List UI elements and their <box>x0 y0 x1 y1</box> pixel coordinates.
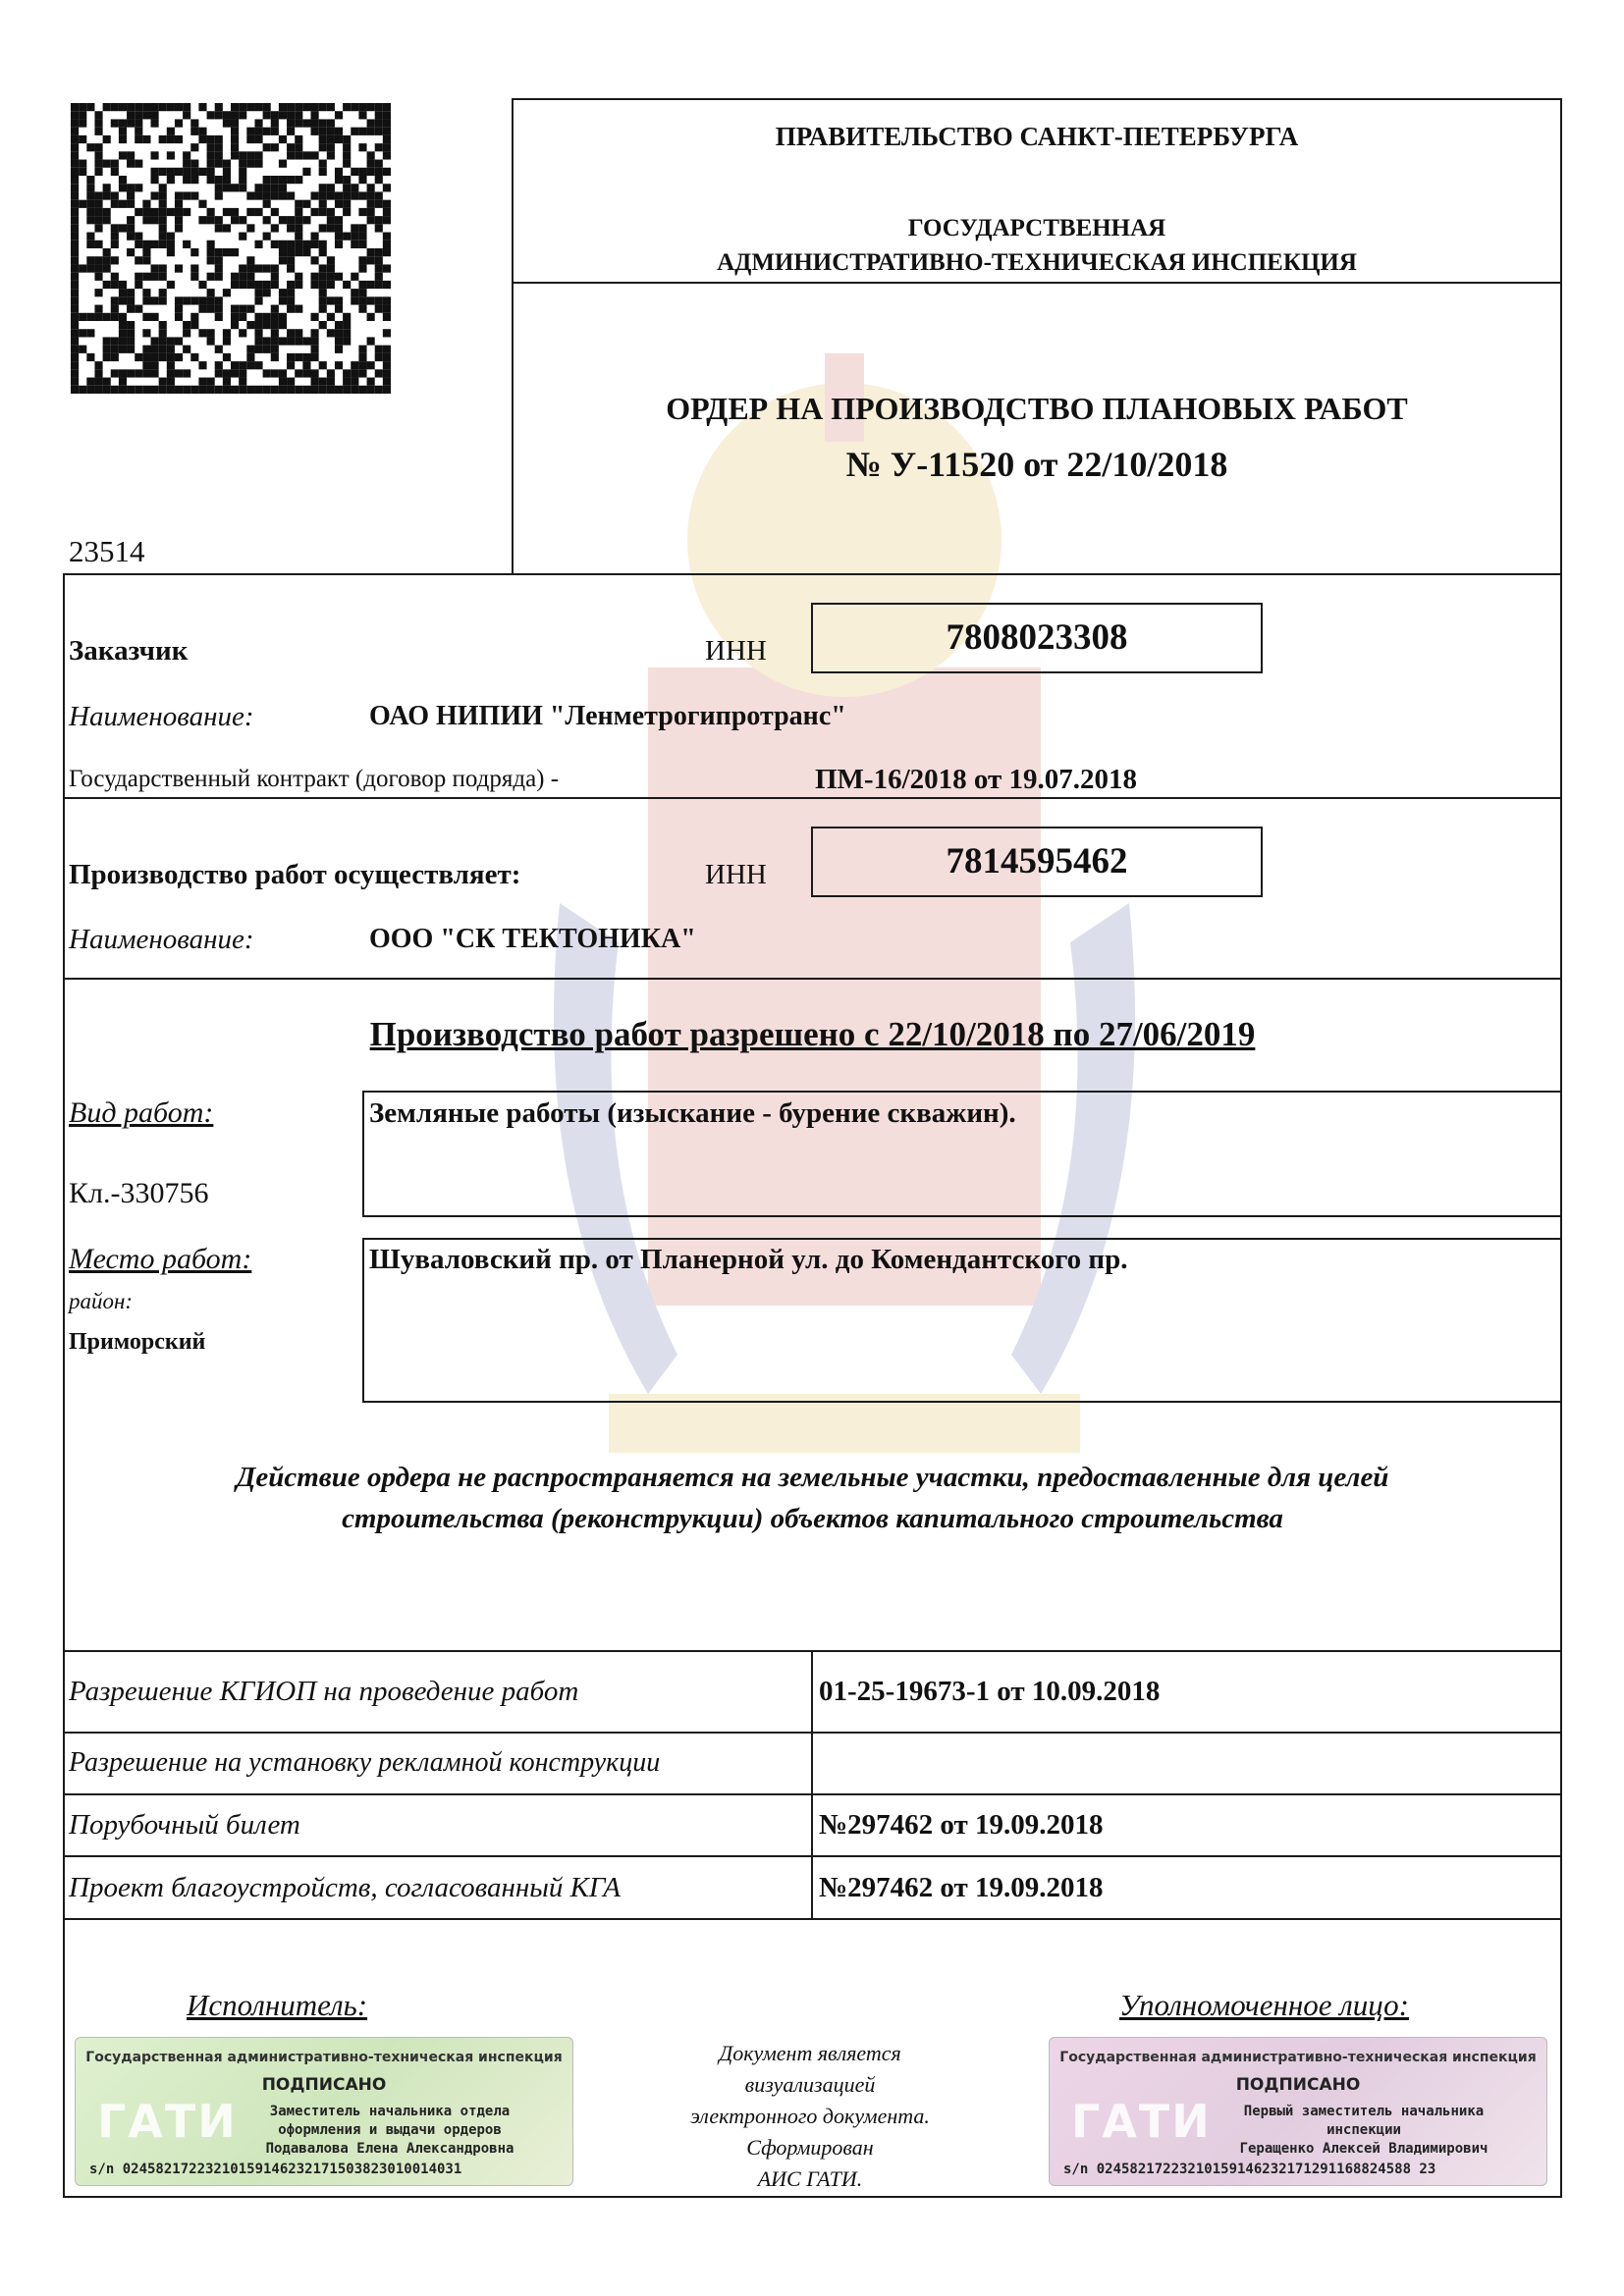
contract-label: Государственный контракт (договор подряда) - <box>69 766 560 792</box>
work-place-label: Место работ: <box>69 1243 252 1275</box>
qr-code <box>71 103 391 394</box>
permit-value: №297462 от 19.09.2018 <box>819 1872 1104 1903</box>
stamp-signed: ПОДПИСАНО <box>261 2075 387 2095</box>
government-name: ПРАВИТЕЛЬСТВО САНКТ-ПЕТЕРБУРГА <box>775 122 1299 151</box>
permits-column-divider <box>811 1650 813 1918</box>
work-period: Производство работ разрешено с 22/10/2018 по 27/06/2019 <box>369 1015 1256 1053</box>
stamp-line: оформления и выдачи ордеров <box>278 2122 502 2138</box>
note-line: АИС ГАТИ. <box>757 2166 863 2191</box>
stamp-serial: s/n 02458217223210159146232171503823010014031 <box>89 2162 462 2177</box>
stamp-line: Первый заместитель начальника <box>1243 2104 1485 2119</box>
work-type-label: Вид работ: <box>69 1096 214 1129</box>
agency-line-1: ГОСУДАРСТВЕННАЯ <box>907 215 1166 241</box>
stamp-header: Государственная административно-техническая инспекция <box>1059 2050 1537 2065</box>
document-code: 23514 <box>69 534 145 568</box>
note-line: электронного документа. <box>690 2104 930 2128</box>
digital-signature-stamp-executor <box>75 2037 573 2186</box>
electronic-document-note <box>648 2038 972 2195</box>
notice-line-2: строительства (реконструкции) объектов капитального строительства <box>342 1503 1283 1534</box>
gati-logo: ГАТИ <box>1071 2095 1212 2148</box>
customer-inn-label: ИНН <box>705 635 767 667</box>
stamp-header: Государственная административно-техническая инспекция <box>85 2050 563 2065</box>
contractor-inn: 7814595462 <box>811 827 1263 897</box>
work-place-value: Шуваловский пр. от Планерной ул. до Комендантского пр. <box>369 1244 1128 1275</box>
executor-label: Исполнитель: <box>187 1988 368 2022</box>
note-line: визуализацией <box>744 2072 876 2097</box>
authorized-label: Уполномоченное лицо: <box>1119 1988 1409 2022</box>
permits-row-divider <box>63 1918 1562 1920</box>
contractor-inn-label: ИНН <box>705 859 767 890</box>
stamp-line: Заместитель начальника отдела <box>269 2104 511 2119</box>
work-class-code: Кл.-330756 <box>69 1177 209 1209</box>
stamp-signed: ПОДПИСАНО <box>1235 2075 1361 2095</box>
order-number: № У-11520 от 22/10/2018 <box>845 445 1228 484</box>
stamp-line: Подавалова Елена Александровна <box>265 2141 514 2157</box>
permit-label: Разрешение на установку рекламной конструкции <box>69 1747 661 1778</box>
note-line: Сформирован <box>746 2135 874 2160</box>
contractor-name: ООО "СК ТЕКТОНИКА" <box>369 924 696 954</box>
district-value: Приморский <box>69 1329 206 1355</box>
permit-label: Порубочный билет <box>69 1809 300 1841</box>
stamp-serial: s/n 02458217223210159146232171291168824588 23 <box>1063 2162 1436 2177</box>
contract-value: ПМ-16/2018 от 19.07.2018 <box>815 764 1138 795</box>
district-label: район: <box>69 1289 134 1313</box>
customer-name-label: Наименование: <box>69 701 254 732</box>
contractor-name-label: Наименование: <box>69 924 254 955</box>
header-box <box>512 98 1562 575</box>
permit-label: Разрешение КГИОП на проведение работ <box>69 1676 579 1707</box>
section-divider <box>63 978 1562 980</box>
section-divider <box>63 797 1562 799</box>
stamp-line: инспекции <box>1326 2122 1401 2138</box>
header-divider <box>512 282 1562 284</box>
work-type-value: Земляные работы (изыскание - бурение скважин). <box>369 1097 1016 1129</box>
permit-label: Проект благоустройств, согласованный КГА <box>69 1872 621 1903</box>
digital-signature-stamp-authorized <box>1049 2037 1547 2186</box>
customer-label: Заказчик <box>69 635 189 667</box>
order-title: ОРДЕР НА ПРОИЗВОДСТВО ПЛАНОВЫХ РАБОТ <box>666 391 1408 426</box>
customer-name: ОАО НИПИИ "Ленметрогипротранс" <box>369 701 846 731</box>
notice-line-1: Действие ордера не распространяется на земельные участки, предоставленные для целей <box>236 1462 1389 1493</box>
gati-logo: ГАТИ <box>97 2095 238 2148</box>
stamp-line: Геращенко Алексей Владимирович <box>1239 2141 1489 2157</box>
permit-value: №297462 от 19.09.2018 <box>819 1809 1104 1841</box>
note-line: Документ является <box>719 2041 901 2065</box>
agency-line-2: АДМИНИСТРАТИВНО-ТЕХНИЧЕСКАЯ ИНСПЕКЦИЯ <box>717 249 1357 276</box>
permit-value: 01-25-19673-1 от 10.09.2018 <box>819 1676 1161 1707</box>
contractor-label: Производство работ осуществляет: <box>69 859 521 890</box>
customer-inn: 7808023308 <box>811 603 1263 673</box>
